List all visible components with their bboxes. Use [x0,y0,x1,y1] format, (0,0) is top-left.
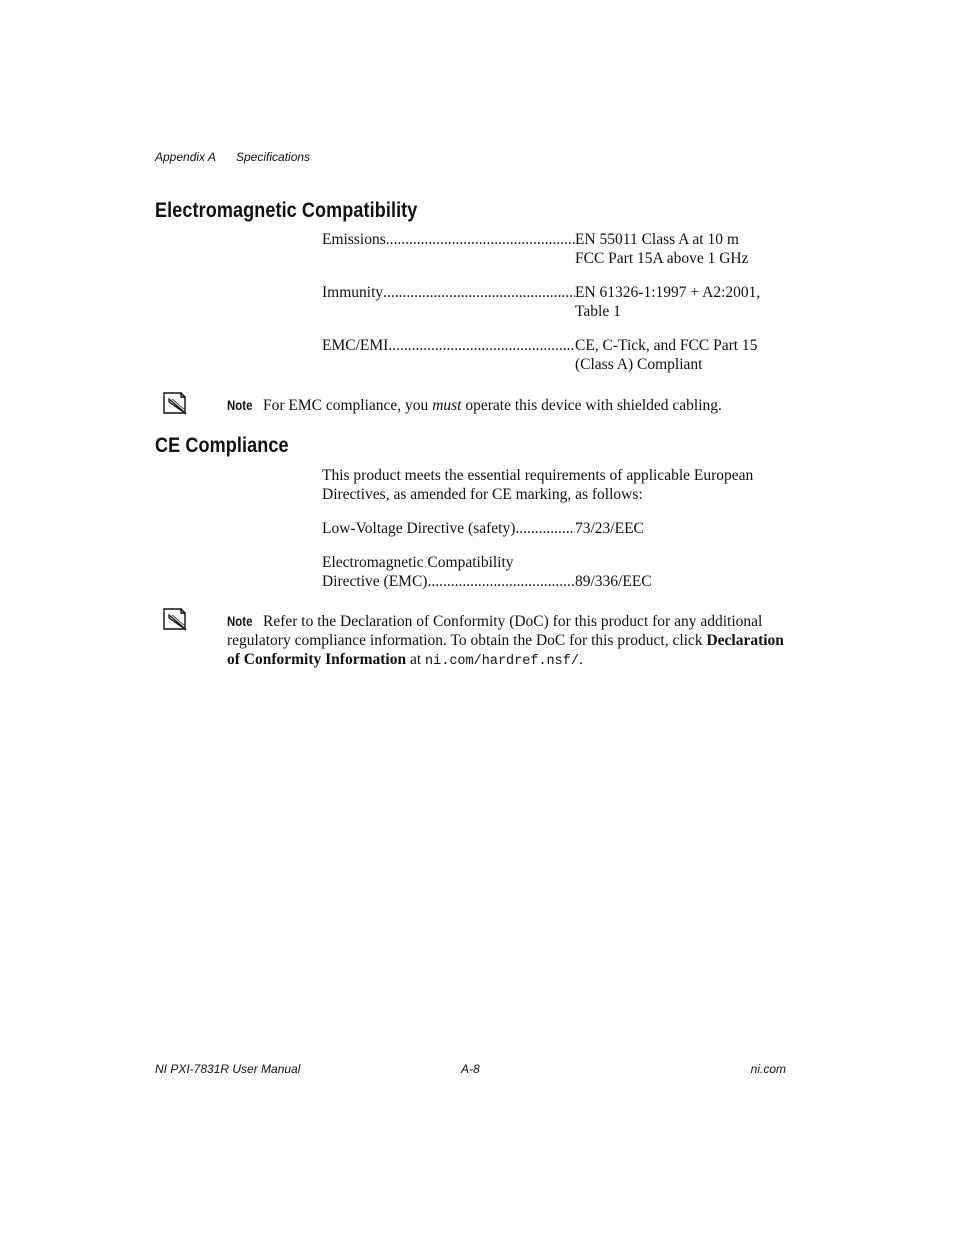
spec-label: Low-Voltage Directive (safety) [322,520,516,537]
note-pencil-icon [161,606,191,632]
note-label: Note [227,614,253,629]
spec-label: Emissions [322,231,386,248]
note-text: at [406,651,426,668]
spec-value-cont: Table 1 [575,303,621,320]
directive-emc [322,553,792,591]
spec-value-cont: FCC Part 15A above 1 GHz [575,250,749,267]
spec-value-cont: (Class A) Compliant [575,356,703,373]
spec-value: CE, C-Tick, and FCC Part 15 [575,337,758,354]
spec-emissions [322,230,792,268]
note-text: . [578,651,583,668]
spec-label: Directive (EMC) [322,573,428,590]
spec-label-line1: Electromagnetic Compatibility [322,554,514,571]
spec-emc-emi [322,336,792,374]
note-pencil-icon [161,390,191,416]
spec-label: EMC/EMI [322,337,389,354]
doc-link[interactable]: Declaration of Conformity Information [227,632,784,668]
leader-dots [386,230,575,249]
footer-manual: NI PXI-7831R User Manual [155,1062,301,1076]
leader-dots [427,572,575,591]
ce-intro: This product meets the essential requirements of applicable European Directives, as amended for CE marking, as follows: [322,467,754,503]
note-ce [227,612,789,671]
doc-url[interactable]: ni.com/hardref.nsf/ [425,654,579,669]
note-emphasis: must [432,397,462,414]
note-emc [227,396,787,415]
heading-ce: CE Compliance [155,434,289,457]
directive-low-voltage [322,519,792,538]
spec-label: Immunity [322,284,384,301]
leader-dots [388,336,575,355]
spec-immunity [322,283,792,321]
note-text: For EMC compliance, you [263,397,433,414]
running-header-appendix: Appendix A [155,150,216,164]
note-text: operate this device with shielded cabling. [461,397,722,414]
spec-value: EN 61326-1:1997 + A2:2001, [575,284,761,301]
note-label: Note [227,398,253,413]
footer-site: ni.com [750,1062,786,1076]
spec-value: 89/336/EEC [575,573,652,590]
heading-emc: Electromagnetic Compatibility [155,199,418,222]
footer-page-number: A-8 [461,1062,480,1076]
spec-value: 73/23/EEC [575,520,644,537]
running-header-section: Specifications [236,150,311,164]
spec-value: EN 55011 Class A at 10 m [575,231,739,248]
leader-dots [515,519,575,538]
leader-dots [383,283,575,302]
note-text: Refer to the Declaration of Conformity (DoC) for this product for any additional regulatory compliance information. To obtain the DoC for this product, click [227,613,763,649]
